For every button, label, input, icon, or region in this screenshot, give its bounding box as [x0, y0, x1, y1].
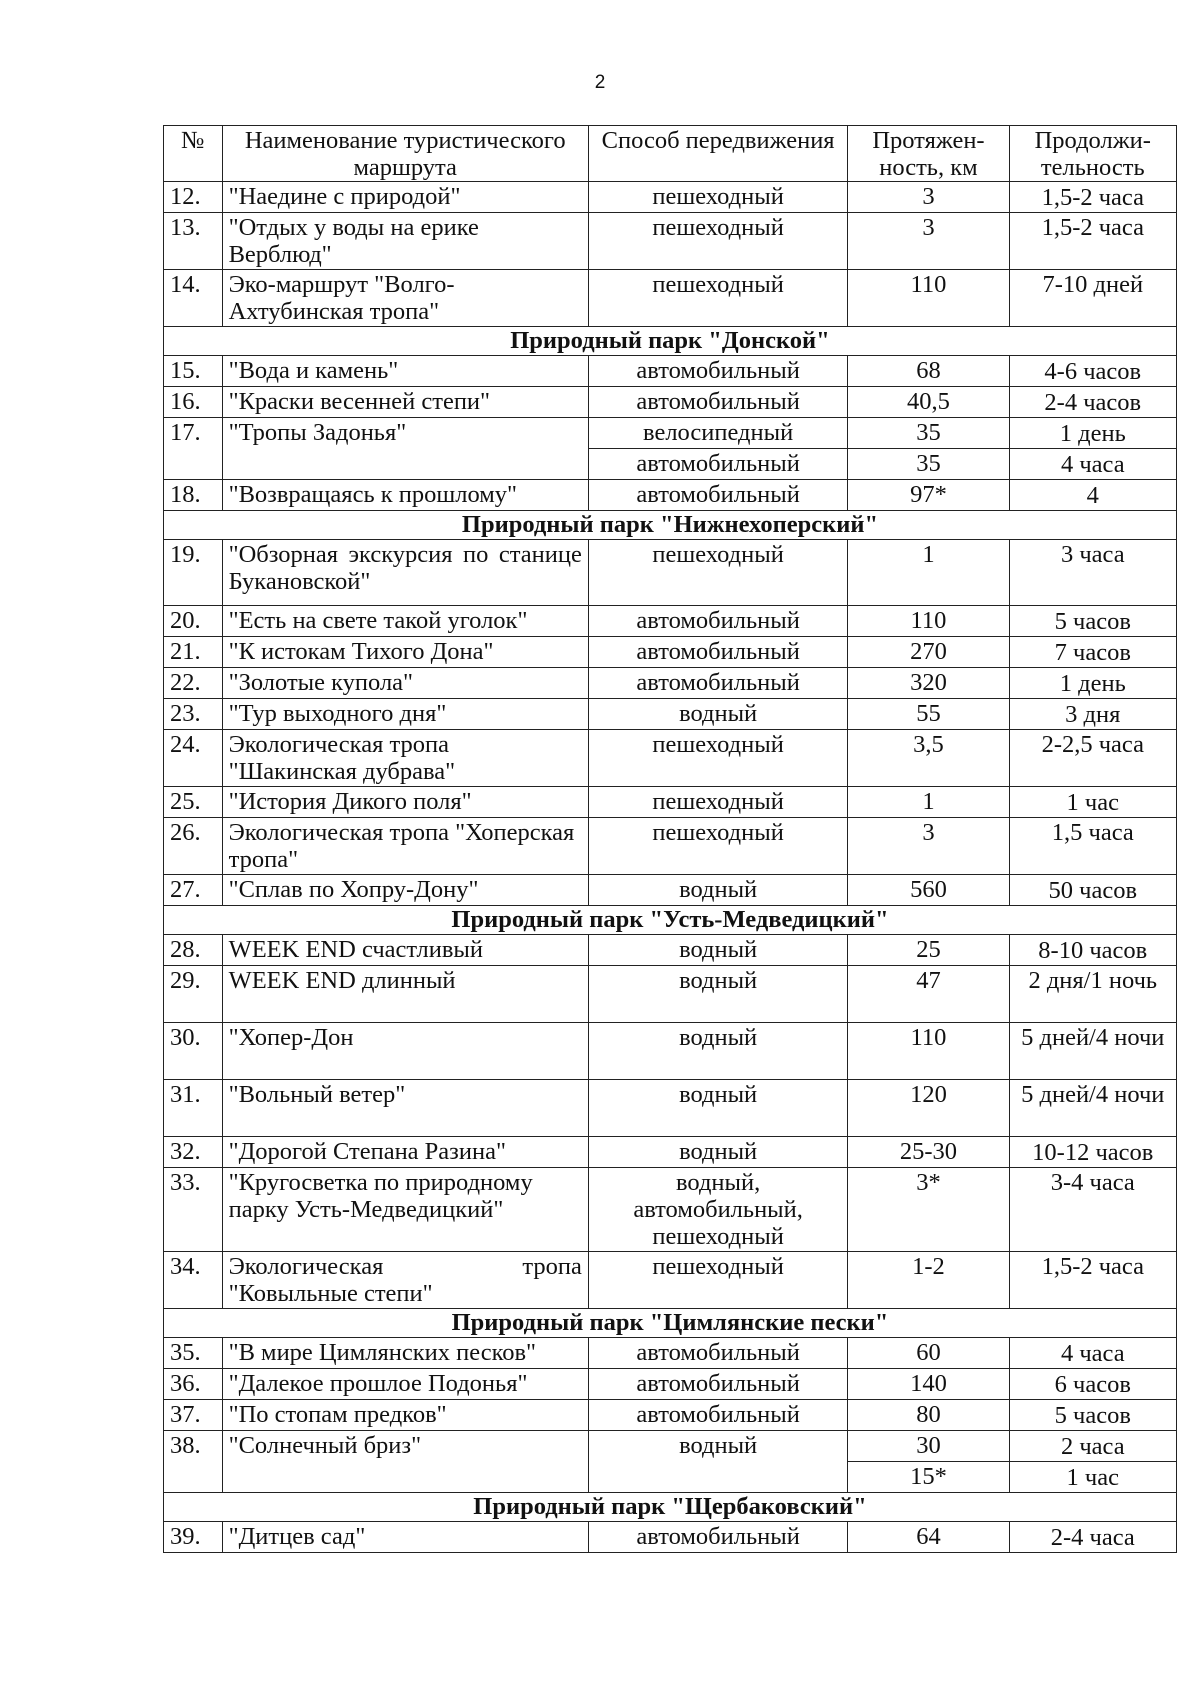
- route-length: 60: [848, 1338, 1009, 1369]
- route-length: 35: [848, 449, 1009, 480]
- route-name: "Дитцев сад": [222, 1522, 588, 1553]
- route-duration: 3-4 часа: [1009, 1168, 1176, 1252]
- route-duration: 2-4 часов: [1009, 387, 1176, 418]
- header-duration: Продолжи-тельность: [1009, 126, 1176, 182]
- route-name: "Кругосветка по природному парку Усть-Медведицкий": [222, 1168, 588, 1252]
- table-row: [164, 966, 1177, 1023]
- table-row: [164, 787, 1177, 818]
- route-name: "В мире Цимлянских песков": [222, 1338, 588, 1369]
- header-name: Наименование туристического маршрута: [222, 126, 588, 182]
- row-number: 29.: [164, 966, 223, 1023]
- route-name: WEEK END длинный: [222, 966, 588, 1023]
- table-row: [164, 875, 1177, 906]
- route-duration: 2 дня/1 ночь: [1009, 966, 1176, 1023]
- travel-mode: автомобильный: [588, 480, 848, 511]
- route-name: "Далекое прошлое Подонья": [222, 1369, 588, 1400]
- route-duration: 4-6 часов: [1009, 356, 1176, 387]
- travel-mode: автомобильный: [588, 668, 848, 699]
- table-row: [164, 1137, 1177, 1168]
- route-duration: 5 часов: [1009, 606, 1176, 637]
- route-name: "Вольный ветер": [222, 1080, 588, 1137]
- route-name: "Есть на свете такой уголок": [222, 606, 588, 637]
- table-row: [164, 387, 1177, 418]
- row-number: 31.: [164, 1080, 223, 1137]
- travel-mode: автомобильный: [588, 606, 848, 637]
- row-number: 24.: [164, 730, 223, 787]
- travel-mode: автомобильный: [588, 1400, 848, 1431]
- section-header: [164, 906, 1177, 935]
- travel-mode: водный: [588, 875, 848, 906]
- route-name: "Золотые купола": [222, 668, 588, 699]
- table-row: [164, 1522, 1177, 1553]
- route-name: Экологическая тропа "Хоперская тропа": [222, 818, 588, 875]
- row-number: 12.: [164, 182, 223, 213]
- route-name: "Хопер-Дон: [222, 1023, 588, 1080]
- section-header: [164, 1493, 1177, 1522]
- route-length: 68: [848, 356, 1009, 387]
- row-number: 28.: [164, 935, 223, 966]
- route-duration: 4: [1009, 480, 1176, 511]
- route-name: "История Дикого поля": [222, 787, 588, 818]
- route-name: "Вода и камень": [222, 356, 588, 387]
- route-name: "Обзорная экскурсия по станице Букановской": [222, 540, 588, 606]
- row-number: 38.: [164, 1431, 223, 1493]
- route-duration: 1,5-2 часа: [1009, 1252, 1176, 1309]
- table-row: [164, 818, 1177, 875]
- route-duration: 7-10 дней: [1009, 270, 1176, 327]
- row-number: 34.: [164, 1252, 223, 1309]
- travel-mode: пешеходный: [588, 213, 848, 270]
- table-row: [164, 1023, 1177, 1080]
- section-header: [164, 1309, 1177, 1338]
- table-row: [164, 1338, 1177, 1369]
- row-number: 35.: [164, 1338, 223, 1369]
- row-number: 30.: [164, 1023, 223, 1080]
- travel-mode: пешеходный: [588, 1252, 848, 1309]
- route-length: 120: [848, 1080, 1009, 1137]
- route-length: 110: [848, 606, 1009, 637]
- header-length: Протяжен-ность, км: [848, 126, 1009, 182]
- route-duration: 2-4 часа: [1009, 1522, 1176, 1553]
- table-row: [164, 699, 1177, 730]
- route-duration: 1 час: [1009, 1462, 1176, 1493]
- table-row: [164, 540, 1177, 606]
- table-row: [164, 182, 1177, 213]
- route-duration: 7 часов: [1009, 637, 1176, 668]
- section-header: [164, 327, 1177, 356]
- row-number: 37.: [164, 1400, 223, 1431]
- section-header: [164, 511, 1177, 540]
- section-title: Природный парк "Донской": [164, 327, 1177, 356]
- row-number: 26.: [164, 818, 223, 875]
- route-duration: 4 часа: [1009, 1338, 1176, 1369]
- route-duration: 3 дня: [1009, 699, 1176, 730]
- route-length: 3: [848, 182, 1009, 213]
- route-name: Экологическая тропа "Ковыльные степи": [222, 1252, 588, 1309]
- route-length: 3*: [848, 1168, 1009, 1252]
- page-number: 2: [594, 72, 606, 93]
- route-duration: 1,5-2 часа: [1009, 213, 1176, 270]
- travel-mode: автомобильный: [588, 1338, 848, 1369]
- travel-mode: пешеходный: [588, 182, 848, 213]
- route-name: "Возвращаясь к прошлому": [222, 480, 588, 511]
- table-header: [164, 126, 1177, 182]
- row-number: 39.: [164, 1522, 223, 1553]
- route-name: "Наедине с природой": [222, 182, 588, 213]
- route-duration: 5 дней/4 ночи: [1009, 1080, 1176, 1137]
- route-name: "Тропы Задонья": [222, 418, 588, 480]
- route-length: 1-2: [848, 1252, 1009, 1309]
- travel-mode: пешеходный: [588, 540, 848, 606]
- route-length: 55: [848, 699, 1009, 730]
- table-row: [164, 1080, 1177, 1137]
- table-row: [164, 418, 1177, 449]
- section-title: Природный парк "Щербаковский": [164, 1493, 1177, 1522]
- route-duration: 2-2,5 часа: [1009, 730, 1176, 787]
- travel-mode: водный, автомобильный, пешеходный: [588, 1168, 848, 1252]
- travel-mode: автомобильный: [588, 449, 848, 480]
- route-length: 110: [848, 270, 1009, 327]
- route-duration: 10-12 часов: [1009, 1137, 1176, 1168]
- travel-mode: автомобильный: [588, 1522, 848, 1553]
- route-length: 64: [848, 1522, 1009, 1553]
- row-number: 14.: [164, 270, 223, 327]
- route-length: 270: [848, 637, 1009, 668]
- table-row: [164, 1400, 1177, 1431]
- route-name: Эко-маршрут "Волго-Ахтубинская тропа": [222, 270, 588, 327]
- table-row: [164, 606, 1177, 637]
- route-length: 560: [848, 875, 1009, 906]
- section-title: Природный парк "Нижнехоперский": [164, 511, 1177, 540]
- route-length: 30: [848, 1431, 1009, 1462]
- route-duration: 5 дней/4 ночи: [1009, 1023, 1176, 1080]
- route-length: 25-30: [848, 1137, 1009, 1168]
- table-row: [164, 730, 1177, 787]
- row-number: 36.: [164, 1369, 223, 1400]
- route-length: 3: [848, 213, 1009, 270]
- route-name: "Краски весенней степи": [222, 387, 588, 418]
- header-num: №: [164, 126, 223, 182]
- route-length: 80: [848, 1400, 1009, 1431]
- route-name: "Отдых у воды на ерике Верблюд": [222, 213, 588, 270]
- travel-mode: пешеходный: [588, 730, 848, 787]
- row-number: 13.: [164, 213, 223, 270]
- route-length: 40,5: [848, 387, 1009, 418]
- travel-mode: водный: [588, 1023, 848, 1080]
- route-duration: 1 день: [1009, 668, 1176, 699]
- route-duration: 1,5-2 часа: [1009, 182, 1176, 213]
- table-row: [164, 270, 1177, 327]
- travel-mode: водный: [588, 1137, 848, 1168]
- table-row: [164, 1431, 1177, 1462]
- route-length: 25: [848, 935, 1009, 966]
- route-duration: 8-10 часов: [1009, 935, 1176, 966]
- table-row: [164, 935, 1177, 966]
- travel-mode: велосипедный: [588, 418, 848, 449]
- travel-mode: водный: [588, 1431, 848, 1493]
- travel-mode: пешеходный: [588, 270, 848, 327]
- route-duration: 1,5 часа: [1009, 818, 1176, 875]
- route-duration: 4 часа: [1009, 449, 1176, 480]
- route-duration: 2 часа: [1009, 1431, 1176, 1462]
- travel-mode: автомобильный: [588, 637, 848, 668]
- route-name: "Солнечный бриз": [222, 1431, 588, 1493]
- route-length: 1: [848, 787, 1009, 818]
- table-row: [164, 480, 1177, 511]
- route-duration: 6 часов: [1009, 1369, 1176, 1400]
- travel-mode: водный: [588, 699, 848, 730]
- table-row: [164, 637, 1177, 668]
- travel-mode: водный: [588, 966, 848, 1023]
- route-duration: 1 день: [1009, 418, 1176, 449]
- route-length: 15*: [848, 1462, 1009, 1493]
- route-length: 140: [848, 1369, 1009, 1400]
- travel-mode: автомобильный: [588, 1369, 848, 1400]
- route-name: "Сплав по Хопру-Дону": [222, 875, 588, 906]
- route-length: 320: [848, 668, 1009, 699]
- route-duration: 1 час: [1009, 787, 1176, 818]
- row-number: 23.: [164, 699, 223, 730]
- travel-mode: пешеходный: [588, 818, 848, 875]
- row-number: 16.: [164, 387, 223, 418]
- route-length: 3: [848, 818, 1009, 875]
- route-length: 47: [848, 966, 1009, 1023]
- route-duration: 5 часов: [1009, 1400, 1176, 1431]
- row-number: 21.: [164, 637, 223, 668]
- route-length: 3,5: [848, 730, 1009, 787]
- route-name: Экологическая тропа "Шакинская дубрава": [222, 730, 588, 787]
- table-row: [164, 668, 1177, 699]
- route-length: 1: [848, 540, 1009, 606]
- routes-table: [163, 125, 1177, 1553]
- route-name: "По стопам предков": [222, 1400, 588, 1431]
- route-length: 110: [848, 1023, 1009, 1080]
- row-number: 22.: [164, 668, 223, 699]
- travel-mode: автомобильный: [588, 387, 848, 418]
- route-length: 35: [848, 418, 1009, 449]
- travel-mode: пешеходный: [588, 787, 848, 818]
- route-name: "К истокам Тихого Дона": [222, 637, 588, 668]
- row-number: 20.: [164, 606, 223, 637]
- row-number: 25.: [164, 787, 223, 818]
- header-mode: Способ передвижения: [588, 126, 848, 182]
- table-row: [164, 1168, 1177, 1252]
- row-number: 32.: [164, 1137, 223, 1168]
- section-title: Природный парк "Цимлянские пески": [164, 1309, 1177, 1338]
- route-name: "Тур выходного дня": [222, 699, 588, 730]
- route-duration: 50 часов: [1009, 875, 1176, 906]
- section-title: Природный парк "Усть-Медведицкий": [164, 906, 1177, 935]
- table-row: [164, 1252, 1177, 1309]
- route-name: "Дорогой Степана Разина": [222, 1137, 588, 1168]
- travel-mode: автомобильный: [588, 356, 848, 387]
- row-number: 18.: [164, 480, 223, 511]
- table-row: [164, 356, 1177, 387]
- route-length: 97*: [848, 480, 1009, 511]
- row-number: 33.: [164, 1168, 223, 1252]
- row-number: 27.: [164, 875, 223, 906]
- row-number: 17.: [164, 418, 223, 480]
- route-duration: 3 часа: [1009, 540, 1176, 606]
- travel-mode: водный: [588, 935, 848, 966]
- row-number: 19.: [164, 540, 223, 606]
- table-row: [164, 213, 1177, 270]
- table-row: [164, 1369, 1177, 1400]
- travel-mode: водный: [588, 1080, 848, 1137]
- route-name: WEEK END счастливый: [222, 935, 588, 966]
- row-number: 15.: [164, 356, 223, 387]
